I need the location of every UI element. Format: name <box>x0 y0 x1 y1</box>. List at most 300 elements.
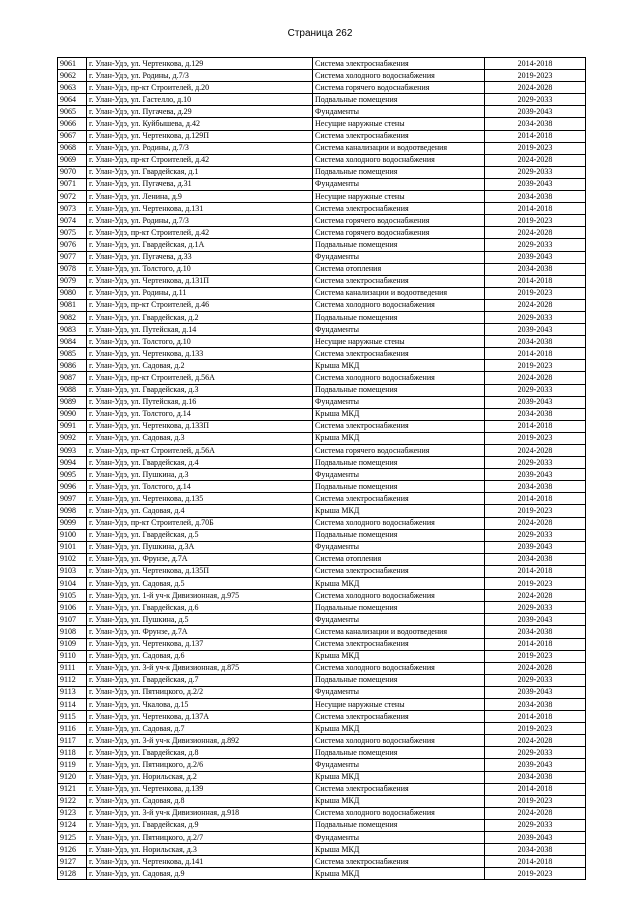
work-type-cell: Система электроснабжения <box>313 348 485 360</box>
row-number: 9123 <box>58 807 87 819</box>
row-number: 9088 <box>58 384 87 396</box>
row-number: 9089 <box>58 396 87 408</box>
period-cell: 2024-2028 <box>485 154 586 166</box>
row-number: 9062 <box>58 70 87 82</box>
address-cell: г. Улан-Удэ, пр-кт Строителей, д.56А <box>87 445 313 457</box>
address-cell: г. Улан-Удэ, ул. Родины, д.11 <box>87 287 313 299</box>
address-cell: г. Улан-Удэ, ул. Гвардейская, д.2 <box>87 311 313 323</box>
address-cell: г. Улан-Удэ, ул. Чертенкова, д.131 <box>87 203 313 215</box>
period-cell: 2019-2023 <box>485 142 586 154</box>
table-row <box>58 142 586 154</box>
period-cell: 2034-2038 <box>485 191 586 203</box>
address-cell: г. Улан-Удэ, ул. Пугачева, д.33 <box>87 251 313 263</box>
row-number: 9085 <box>58 348 87 360</box>
row-number: 9125 <box>58 832 87 844</box>
row-number: 9087 <box>58 372 87 384</box>
row-number: 9070 <box>58 166 87 178</box>
address-cell: г. Улан-Удэ, ул. Чертенкова, д.137А <box>87 711 313 723</box>
period-cell: 2029-2033 <box>485 747 586 759</box>
table-row <box>58 807 586 819</box>
period-cell: 2039-2043 <box>485 614 586 626</box>
work-type-cell: Подвальные помещения <box>313 529 485 541</box>
table-row <box>58 517 586 529</box>
address-cell: г. Улан-Удэ, ул. 3-й уч-к Дивизионная, д.875 <box>87 662 313 674</box>
page-title: Страница 262 <box>287 28 353 39</box>
row-number: 9120 <box>58 771 87 783</box>
address-cell: г. Улан-Удэ, ул. Чертенкова, д.137 <box>87 638 313 650</box>
row-number: 9104 <box>58 578 87 590</box>
period-cell: 2039-2043 <box>485 832 586 844</box>
work-type-cell: Подвальные помещения <box>313 457 485 469</box>
row-number: 9108 <box>58 626 87 638</box>
row-number: 9098 <box>58 505 87 517</box>
row-number: 9111 <box>58 662 87 674</box>
row-number: 9064 <box>58 94 87 106</box>
work-type-cell: Система канализации и водоотведения <box>313 287 485 299</box>
period-cell: 2019-2023 <box>485 70 586 82</box>
address-cell: г. Улан-Удэ, ул. Садовая, д.8 <box>87 795 313 807</box>
period-cell: 2014-2018 <box>485 275 586 287</box>
row-number: 9074 <box>58 215 87 227</box>
row-number: 9080 <box>58 287 87 299</box>
table-row <box>58 819 586 831</box>
address-cell: г. Улан-Удэ, ул. Гвардейская, д.9 <box>87 819 313 831</box>
table-row <box>58 783 586 795</box>
period-cell: 2039-2043 <box>485 324 586 336</box>
period-cell: 2019-2023 <box>485 215 586 227</box>
period-cell: 2024-2028 <box>485 445 586 457</box>
address-cell: г. Улан-Удэ, ул. Гастелло, д.10 <box>87 94 313 106</box>
period-cell: 2039-2043 <box>485 106 586 118</box>
address-cell: г. Улан-Удэ, ул. Родины, д.7/3 <box>87 142 313 154</box>
table-row <box>58 844 586 856</box>
table-row <box>58 94 586 106</box>
period-cell: 2019-2023 <box>485 723 586 735</box>
row-number: 9113 <box>58 686 87 698</box>
address-cell: г. Улан-Удэ, ул. Чертенкова, д.129П <box>87 130 313 142</box>
period-cell: 2029-2033 <box>485 311 586 323</box>
period-cell: 2034-2038 <box>485 771 586 783</box>
period-cell: 2019-2023 <box>485 795 586 807</box>
period-cell: 2039-2043 <box>485 541 586 553</box>
row-number: 9078 <box>58 263 87 275</box>
period-cell: 2014-2018 <box>485 348 586 360</box>
table-row <box>58 227 586 239</box>
work-type-cell: Фундаменты <box>313 251 485 263</box>
table-row <box>58 856 586 868</box>
period-cell: 2029-2033 <box>485 602 586 614</box>
work-type-cell: Подвальные помещения <box>313 602 485 614</box>
table-row <box>58 384 586 396</box>
address-cell: г. Улан-Удэ, ул. Садовая, д.3 <box>87 432 313 444</box>
period-cell: 2024-2028 <box>485 735 586 747</box>
period-cell: 2034-2038 <box>485 408 586 420</box>
period-cell: 2019-2023 <box>485 868 586 880</box>
period-cell: 2034-2038 <box>485 336 586 348</box>
work-type-cell: Подвальные помещения <box>313 166 485 178</box>
table-row <box>58 58 586 70</box>
address-cell: г. Улан-Удэ, ул. Ленина, д.9 <box>87 191 313 203</box>
table-row <box>58 275 586 287</box>
work-type-cell: Система холодного водоснабжения <box>313 372 485 384</box>
period-cell: 2029-2033 <box>485 239 586 251</box>
table-row <box>58 541 586 553</box>
address-cell: г. Улан-Удэ, ул. Норильская, д.3 <box>87 844 313 856</box>
row-number: 9063 <box>58 82 87 94</box>
period-cell: 2024-2028 <box>485 807 586 819</box>
address-cell: г. Улан-Удэ, ул. Путейская, д.16 <box>87 396 313 408</box>
table-row <box>58 505 586 517</box>
period-cell: 2024-2028 <box>485 517 586 529</box>
work-type-cell: Фундаменты <box>313 178 485 190</box>
table-row <box>58 348 586 360</box>
address-cell: г. Улан-Удэ, ул. Садовая, д.9 <box>87 868 313 880</box>
work-type-cell: Фундаменты <box>313 396 485 408</box>
period-cell: 2034-2038 <box>485 553 586 565</box>
period-cell: 2019-2023 <box>485 650 586 662</box>
work-type-cell: Фундаменты <box>313 614 485 626</box>
row-number: 9102 <box>58 553 87 565</box>
work-type-cell: Система холодного водоснабжения <box>313 70 485 82</box>
table-row <box>58 469 586 481</box>
period-cell: 2024-2028 <box>485 662 586 674</box>
work-type-cell: Система электроснабжения <box>313 783 485 795</box>
address-cell: г. Улан-Удэ, ул. Чертенкова, д.135 <box>87 493 313 505</box>
table-row <box>58 457 586 469</box>
address-cell: г. Улан-Удэ, ул. Пушкина, д.5 <box>87 614 313 626</box>
period-cell: 2039-2043 <box>485 178 586 190</box>
table-row <box>58 590 586 602</box>
address-cell: г. Улан-Удэ, ул. Толстого, д.14 <box>87 408 313 420</box>
work-type-cell: Фундаменты <box>313 106 485 118</box>
table-row <box>58 553 586 565</box>
row-number: 9100 <box>58 529 87 541</box>
period-cell: 2019-2023 <box>485 360 586 372</box>
address-cell: г. Улан-Удэ, ул. Путейская, д.14 <box>87 324 313 336</box>
row-number: 9107 <box>58 614 87 626</box>
table-row <box>58 445 586 457</box>
work-type-cell: Система электроснабжения <box>313 493 485 505</box>
work-type-cell: Подвальные помещения <box>313 311 485 323</box>
table-row <box>58 529 586 541</box>
table-row <box>58 711 586 723</box>
work-type-cell: Фундаменты <box>313 324 485 336</box>
period-cell: 2014-2018 <box>485 493 586 505</box>
address-cell: г. Улан-Удэ, ул. Родины, д.7/3 <box>87 215 313 227</box>
address-cell: г. Улан-Удэ, ул. Гвардейская, д.4 <box>87 457 313 469</box>
period-cell: 2014-2018 <box>485 130 586 142</box>
table-row <box>58 747 586 759</box>
address-cell: г. Улан-Удэ, ул. Куйбышева, д.42 <box>87 118 313 130</box>
table-row <box>58 795 586 807</box>
period-cell: 2039-2043 <box>485 469 586 481</box>
address-cell: г. Улан-Удэ, пр-кт Строителей, д.20 <box>87 82 313 94</box>
table-row <box>58 251 586 263</box>
work-type-cell: Фундаменты <box>313 686 485 698</box>
work-type-cell: Система электроснабжения <box>313 275 485 287</box>
address-cell: г. Улан-Удэ, ул. Пугачева, д.31 <box>87 178 313 190</box>
table-row <box>58 191 586 203</box>
table-row <box>58 408 586 420</box>
period-cell: 2039-2043 <box>485 251 586 263</box>
period-cell: 2014-2018 <box>485 58 586 70</box>
address-cell: г. Улан-Удэ, ул. 3-й уч-к Дивизионная, д.892 <box>87 735 313 747</box>
row-number: 9068 <box>58 142 87 154</box>
period-cell: 2014-2018 <box>485 711 586 723</box>
address-cell: г. Улан-Удэ, ул. Толстого, д.14 <box>87 481 313 493</box>
work-type-cell: Крыша МКД <box>313 432 485 444</box>
address-cell: г. Улан-Удэ, ул. 3-й уч-к Дивизионная, д.918 <box>87 807 313 819</box>
period-cell: 2014-2018 <box>485 203 586 215</box>
table-row <box>58 868 586 880</box>
work-type-cell: Система электроснабжения <box>313 420 485 432</box>
row-number: 9114 <box>58 698 87 710</box>
period-cell: 2024-2028 <box>485 227 586 239</box>
address-cell: г. Улан-Удэ, ул. 1-й уч-к Дивизионная, д.975 <box>87 590 313 602</box>
work-type-cell: Система горячего водоснабжения <box>313 82 485 94</box>
row-number: 9073 <box>58 203 87 215</box>
work-type-cell: Система холодного водоснабжения <box>313 154 485 166</box>
address-cell: г. Улан-Удэ, ул. Гвардейская, д.1А <box>87 239 313 251</box>
row-number: 9126 <box>58 844 87 856</box>
table-row <box>58 481 586 493</box>
table-row <box>58 735 586 747</box>
row-number: 9082 <box>58 311 87 323</box>
address-cell: г. Улан-Удэ, ул. Пятницкого, д.2/2 <box>87 686 313 698</box>
row-number: 9061 <box>58 58 87 70</box>
work-type-cell: Система холодного водоснабжения <box>313 662 485 674</box>
row-number: 9112 <box>58 674 87 686</box>
period-cell: 2019-2023 <box>485 432 586 444</box>
table-row <box>58 686 586 698</box>
row-number: 9118 <box>58 747 87 759</box>
table-row <box>58 203 586 215</box>
period-cell: 2019-2023 <box>485 578 586 590</box>
address-cell: г. Улан-Удэ, ул. Гвардейская, д.8 <box>87 747 313 759</box>
address-cell: г. Улан-Удэ, ул. Толстого, д.10 <box>87 263 313 275</box>
table-row <box>58 287 586 299</box>
address-cell: г. Улан-Удэ, пр-кт Строителей, д.42 <box>87 227 313 239</box>
table-row <box>58 70 586 82</box>
period-cell: 2029-2033 <box>485 384 586 396</box>
period-cell: 2034-2038 <box>485 844 586 856</box>
address-cell: г. Улан-Удэ, ул. Чертенкова, д.133 <box>87 348 313 360</box>
period-cell: 2019-2023 <box>485 287 586 299</box>
table-row <box>58 324 586 336</box>
work-type-cell: Система электроснабжения <box>313 638 485 650</box>
table-row <box>58 674 586 686</box>
work-type-cell: Крыша МКД <box>313 868 485 880</box>
row-number: 9105 <box>58 590 87 602</box>
period-cell: 2034-2038 <box>485 698 586 710</box>
table-row <box>58 759 586 771</box>
address-cell: г. Улан-Удэ, пр-кт Строителей, д.46 <box>87 299 313 311</box>
address-cell: г. Улан-Удэ, пр-кт Строителей, д.42 <box>87 154 313 166</box>
period-cell: 2029-2033 <box>485 94 586 106</box>
table-row <box>58 578 586 590</box>
address-cell: г. Улан-Удэ, пр-кт Строителей, д.70Б <box>87 517 313 529</box>
address-cell: г. Улан-Удэ, ул. Гвардейская, д.7 <box>87 674 313 686</box>
work-type-cell: Крыша МКД <box>313 578 485 590</box>
period-cell: 2014-2018 <box>485 565 586 577</box>
row-number: 9128 <box>58 868 87 880</box>
address-cell: г. Улан-Удэ, ул. Гвардейская, д.5 <box>87 529 313 541</box>
table-row <box>58 82 586 94</box>
table-row <box>58 662 586 674</box>
address-cell: г. Улан-Удэ, ул. Гвардейская, д.1 <box>87 166 313 178</box>
table-row <box>58 336 586 348</box>
capital-repair-table <box>57 57 586 880</box>
period-cell: 2034-2038 <box>485 263 586 275</box>
address-cell: г. Улан-Удэ, ул. Садовая, д.5 <box>87 578 313 590</box>
address-cell: г. Улан-Удэ, ул. Гвардейская, д.6 <box>87 602 313 614</box>
row-number: 9115 <box>58 711 87 723</box>
row-number: 9092 <box>58 432 87 444</box>
work-type-cell: Несущие наружные стены <box>313 191 485 203</box>
address-cell: г. Улан-Удэ, ул. Чкалова, д.15 <box>87 698 313 710</box>
row-number: 9091 <box>58 420 87 432</box>
row-number: 9106 <box>58 602 87 614</box>
table-row <box>58 106 586 118</box>
address-cell: г. Улан-Удэ, ул. Садовая, д.2 <box>87 360 313 372</box>
table-row <box>58 602 586 614</box>
period-cell: 2024-2028 <box>485 82 586 94</box>
period-cell: 2014-2018 <box>485 420 586 432</box>
table-row <box>58 372 586 384</box>
table-row <box>58 832 586 844</box>
work-type-cell: Система холодного водоснабжения <box>313 590 485 602</box>
address-cell: г. Улан-Удэ, ул. Пушкина, д.3А <box>87 541 313 553</box>
row-number: 9110 <box>58 650 87 662</box>
work-type-cell: Несущие наружные стены <box>313 336 485 348</box>
row-number: 9067 <box>58 130 87 142</box>
period-cell: 2024-2028 <box>485 372 586 384</box>
table-row <box>58 299 586 311</box>
address-cell: г. Улан-Удэ, ул. Чертенкова, д.135П <box>87 565 313 577</box>
row-number: 9124 <box>58 819 87 831</box>
work-type-cell: Крыша МКД <box>313 360 485 372</box>
work-type-cell: Система горячего водоснабжения <box>313 215 485 227</box>
address-cell: г. Улан-Удэ, ул. Пятницкого, д.2/6 <box>87 759 313 771</box>
table-row <box>58 565 586 577</box>
row-number: 9094 <box>58 457 87 469</box>
row-number: 9076 <box>58 239 87 251</box>
address-cell: г. Улан-Удэ, ул. Чертенкова, д.129 <box>87 58 313 70</box>
table-row <box>58 698 586 710</box>
work-type-cell: Система отопления <box>313 553 485 565</box>
period-cell: 2029-2033 <box>485 457 586 469</box>
period-cell: 2039-2043 <box>485 759 586 771</box>
row-number: 9097 <box>58 493 87 505</box>
work-type-cell: Система электроснабжения <box>313 856 485 868</box>
period-cell: 2034-2038 <box>485 481 586 493</box>
work-type-cell: Подвальные помещения <box>313 819 485 831</box>
period-cell: 2039-2043 <box>485 396 586 408</box>
period-cell: 2039-2043 <box>485 686 586 698</box>
address-cell: г. Улан-Удэ, ул. Пугачева, д.29 <box>87 106 313 118</box>
work-type-cell: Система электроснабжения <box>313 711 485 723</box>
work-type-cell: Система канализации и водоотведения <box>313 142 485 154</box>
address-cell: г. Улан-Удэ, ул. Фрунзе, д.7А <box>87 553 313 565</box>
table-row <box>58 360 586 372</box>
row-number: 9069 <box>58 154 87 166</box>
work-type-cell: Подвальные помещения <box>313 239 485 251</box>
table-row <box>58 493 586 505</box>
period-cell: 2014-2018 <box>485 856 586 868</box>
table-row <box>58 771 586 783</box>
work-type-cell: Система холодного водоснабжения <box>313 517 485 529</box>
row-number: 9081 <box>58 299 87 311</box>
table-row <box>58 638 586 650</box>
period-cell: 2014-2018 <box>485 638 586 650</box>
address-cell: г. Улан-Удэ, ул. Толстого, д.10 <box>87 336 313 348</box>
work-type-cell: Подвальные помещения <box>313 674 485 686</box>
work-type-cell: Фундаменты <box>313 759 485 771</box>
row-number: 9072 <box>58 191 87 203</box>
period-cell: 2034-2038 <box>485 118 586 130</box>
table-row <box>58 239 586 251</box>
address-cell: г. Улан-Удэ, ул. Норильская, д.2 <box>87 771 313 783</box>
address-cell: г. Улан-Удэ, ул. Гвардейская, д.3 <box>87 384 313 396</box>
row-number: 9117 <box>58 735 87 747</box>
table-row <box>58 166 586 178</box>
address-cell: г. Улан-Удэ, ул. Пятницкого, д.2/7 <box>87 832 313 844</box>
address-cell: г. Улан-Удэ, ул. Фрунзе, д.7А <box>87 626 313 638</box>
work-type-cell: Крыша МКД <box>313 408 485 420</box>
work-type-cell: Система холодного водоснабжения <box>313 735 485 747</box>
row-number: 9096 <box>58 481 87 493</box>
period-cell: 2024-2028 <box>485 299 586 311</box>
period-cell: 2029-2033 <box>485 819 586 831</box>
work-type-cell: Крыша МКД <box>313 650 485 662</box>
row-number: 9077 <box>58 251 87 263</box>
work-type-cell: Подвальные помещения <box>313 747 485 759</box>
row-number: 9095 <box>58 469 87 481</box>
period-cell: 2029-2033 <box>485 529 586 541</box>
work-type-cell: Система горячего водоснабжения <box>313 227 485 239</box>
work-type-cell: Несущие наружные стены <box>313 118 485 130</box>
address-cell: г. Улан-Удэ, пр-кт Строителей, д.56А <box>87 372 313 384</box>
table-row <box>58 626 586 638</box>
row-number: 9084 <box>58 336 87 348</box>
row-number: 9103 <box>58 565 87 577</box>
table-row <box>58 396 586 408</box>
work-type-cell: Система канализации и водоотведения <box>313 626 485 638</box>
row-number: 9086 <box>58 360 87 372</box>
work-type-cell: Фундаменты <box>313 469 485 481</box>
period-cell: 2029-2033 <box>485 674 586 686</box>
table-row <box>58 650 586 662</box>
row-number: 9121 <box>58 783 87 795</box>
table-row <box>58 178 586 190</box>
table-row <box>58 432 586 444</box>
row-number: 9075 <box>58 227 87 239</box>
table-body <box>58 58 586 880</box>
row-number: 9101 <box>58 541 87 553</box>
work-type-cell: Система электроснабжения <box>313 130 485 142</box>
work-type-cell: Крыша МКД <box>313 844 485 856</box>
address-cell: г. Улан-Удэ, ул. Садовая, д.4 <box>87 505 313 517</box>
work-type-cell: Крыша МКД <box>313 795 485 807</box>
row-number: 9093 <box>58 445 87 457</box>
table-row <box>58 420 586 432</box>
table-row <box>58 614 586 626</box>
table-row <box>58 118 586 130</box>
address-cell: г. Улан-Удэ, ул. Чертенкова, д.131П <box>87 275 313 287</box>
work-type-cell: Подвальные помещения <box>313 384 485 396</box>
table-row <box>58 723 586 735</box>
work-type-cell: Крыша МКД <box>313 505 485 517</box>
